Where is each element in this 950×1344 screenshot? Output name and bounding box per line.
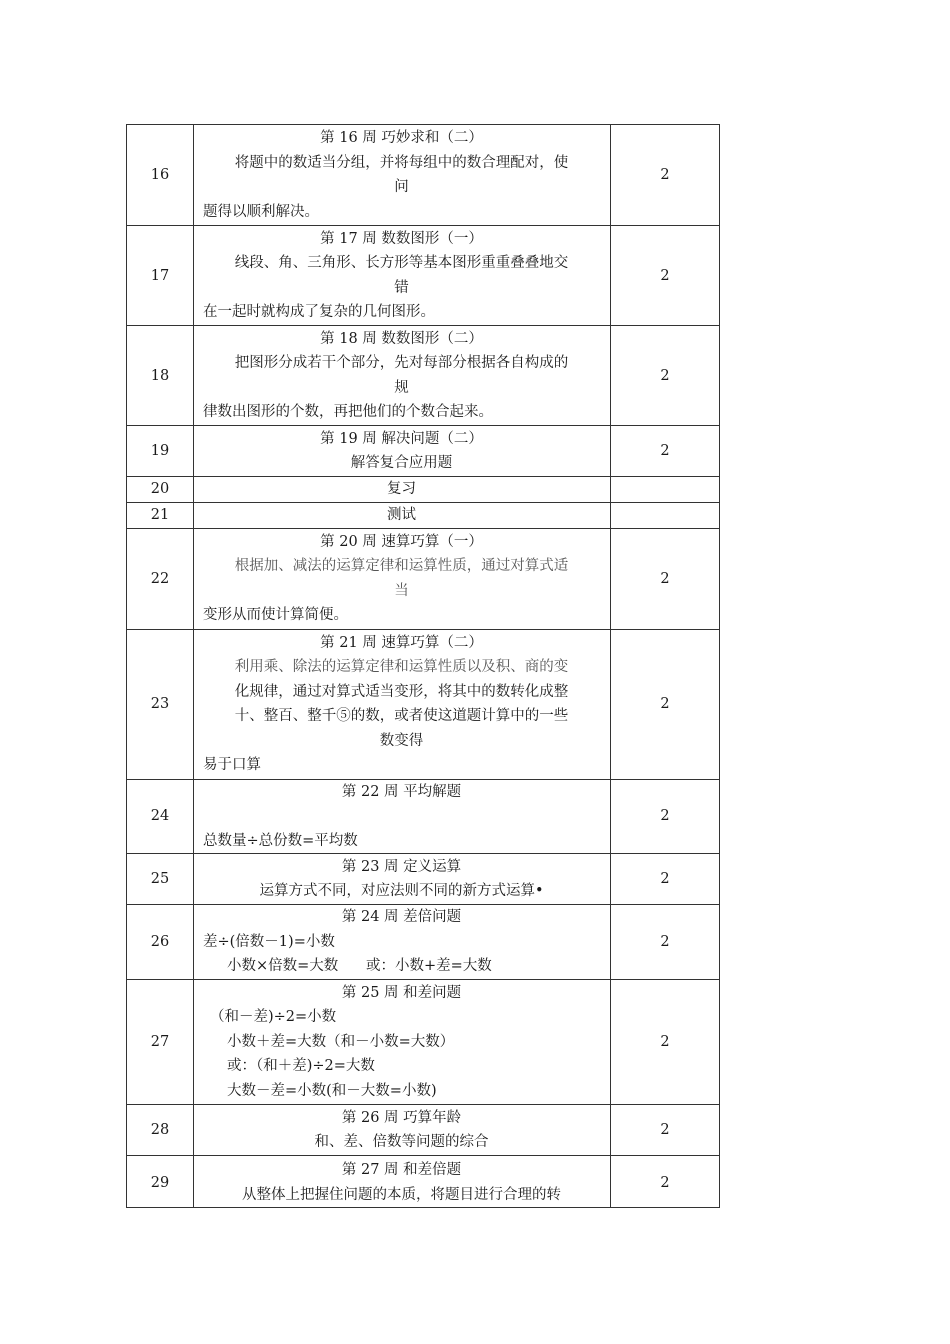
- content-line: 差÷(倍数－1)=小数: [203, 933, 335, 950]
- row-hours: 2: [611, 980, 720, 1105]
- content-line: 数变得: [379, 732, 424, 749]
- week-title: 第 25 周 和差问题: [341, 984, 462, 1001]
- content-line: 错: [394, 279, 409, 296]
- content-line: 小数×倍数=大数 或：小数+差=大数: [227, 958, 492, 975]
- table-row: [127, 125, 720, 226]
- row-content: [194, 1105, 611, 1156]
- content-line: 变形从而使计算简便。: [203, 607, 348, 623]
- row-content: [194, 226, 611, 326]
- table-row: [127, 326, 720, 426]
- row-content: [194, 779, 611, 854]
- content-line: 利用乘、除法的运算定律和运算性质以及积、商的变: [234, 659, 569, 675]
- table-row: [127, 426, 720, 477]
- table-row: [127, 502, 720, 528]
- row-number: 28: [127, 1105, 194, 1156]
- row-number: 29: [127, 1156, 194, 1208]
- row-number: 25: [127, 854, 194, 905]
- row-content: [194, 125, 611, 226]
- table-row: [127, 629, 720, 779]
- content-line: 或：（和＋差)÷2=大数: [227, 1058, 375, 1075]
- row-hours: 2: [611, 326, 720, 426]
- row-number: 24: [127, 779, 194, 854]
- row-hours: 2: [611, 426, 720, 477]
- content-line: 小数＋差=大数（和－小数=大数）: [227, 1033, 455, 1050]
- row-number: 19: [127, 426, 194, 477]
- row-hours: 2: [611, 905, 720, 980]
- table-row: [127, 477, 720, 503]
- content-line: 在一起时就构成了复杂的几何图形。: [203, 304, 435, 320]
- row-content: [194, 528, 611, 629]
- week-title: 第 26 周 巧算年龄: [341, 1109, 462, 1126]
- row-content: [194, 980, 611, 1105]
- table-row: [127, 905, 720, 980]
- content-line: 十、整百、整千⑤的数，或者使这道题计算中的一些: [234, 708, 569, 724]
- row-hours: 2: [611, 125, 720, 226]
- content-line: 题得以顺利解决。: [203, 203, 319, 220]
- row-content: [194, 629, 611, 779]
- row-hours: 2: [611, 226, 720, 326]
- week-title: 测试: [387, 506, 416, 523]
- week-title: 第 16 周 巧妙求和（二）: [320, 130, 483, 146]
- row-number: 22: [127, 528, 194, 629]
- row-hours: 2: [611, 779, 720, 854]
- content-line: 从整体上把握住问题的本质，将题目进行合理的转: [242, 1186, 561, 1203]
- row-number: 17: [127, 226, 194, 326]
- row-content: [194, 905, 611, 980]
- row-number: 27: [127, 980, 194, 1105]
- week-title: 第 19 周 解决问题（二）: [320, 430, 483, 447]
- content-line: 大数－差=小数(和－大数=小数): [227, 1082, 437, 1099]
- week-title: 第 18 周 数数图形（二）: [320, 330, 483, 347]
- table-row: [127, 980, 720, 1105]
- row-hours: [611, 502, 720, 528]
- table-row: [127, 854, 720, 905]
- table-row: [127, 779, 720, 854]
- content-line: 化规律，通过对算式适当变形，将其中的数转化成整: [234, 683, 569, 700]
- row-hours: 2: [611, 854, 720, 905]
- table-row: [127, 1156, 720, 1208]
- table-row: [127, 1105, 720, 1156]
- row-content: [194, 477, 611, 503]
- row-number: 21: [127, 502, 194, 528]
- content-line: 根据加、减法的运算定律和运算性质，通过对算式适: [234, 558, 569, 574]
- content-line: 把图形分成若干个部分，先对每部分根据各自构成的: [234, 355, 569, 371]
- content-line: 律数出图形的个数，再把他们的个数合起来。: [203, 404, 493, 420]
- content-line: 问: [394, 179, 409, 195]
- content-line: 当: [394, 582, 409, 599]
- table-row: [127, 226, 720, 326]
- row-number: 23: [127, 629, 194, 779]
- row-content: [194, 854, 611, 905]
- content-line: 和、差、倍数等问题的综合: [314, 1134, 489, 1150]
- week-title: 第 23 周 定义运算: [341, 858, 462, 875]
- content-line: 规: [394, 379, 409, 396]
- row-hours: [611, 477, 720, 503]
- week-title: 第 22 周 平均解题: [341, 783, 462, 800]
- row-hours: 2: [611, 1156, 720, 1208]
- row-content: [194, 326, 611, 426]
- content-line: 总数量÷总份数=平均数: [203, 832, 358, 849]
- week-title: 第 20 周 速算巧算（一）: [320, 533, 483, 550]
- row-number: 16: [127, 125, 194, 226]
- content-line: （和－差)÷2=小数: [210, 1009, 337, 1026]
- table-row: [127, 528, 720, 629]
- row-content: [194, 426, 611, 477]
- content-line: 线段、角、三角形、长方形等基本图形重重叠叠地交: [234, 255, 569, 271]
- course-schedule-table: [126, 124, 720, 1208]
- blank-line: [203, 804, 600, 829]
- content-line: 易于口算: [203, 757, 261, 773]
- row-number: 20: [127, 477, 194, 503]
- content-line: 将题中的数适当分组，并将每组中的数合理配对，使: [234, 154, 569, 171]
- row-number: 18: [127, 326, 194, 426]
- row-number: 26: [127, 905, 194, 980]
- week-title: 第 27 周 和差倍题: [341, 1162, 462, 1178]
- week-title: 第 21 周 速算巧算（二）: [320, 634, 483, 651]
- row-content: [194, 1156, 611, 1208]
- week-title: 第 24 周 差倍问题: [341, 909, 462, 926]
- week-title: 复习: [387, 481, 416, 497]
- content-line: 运算方式不同，对应法则不同的新方式运算•: [259, 883, 544, 899]
- row-hours: 2: [611, 629, 720, 779]
- row-content: [194, 502, 611, 528]
- content-line: 解答复合应用题: [350, 455, 453, 471]
- row-hours: 2: [611, 1105, 720, 1156]
- row-hours: 2: [611, 528, 720, 629]
- week-title: 第 17 周 数数图形（一）: [320, 230, 483, 247]
